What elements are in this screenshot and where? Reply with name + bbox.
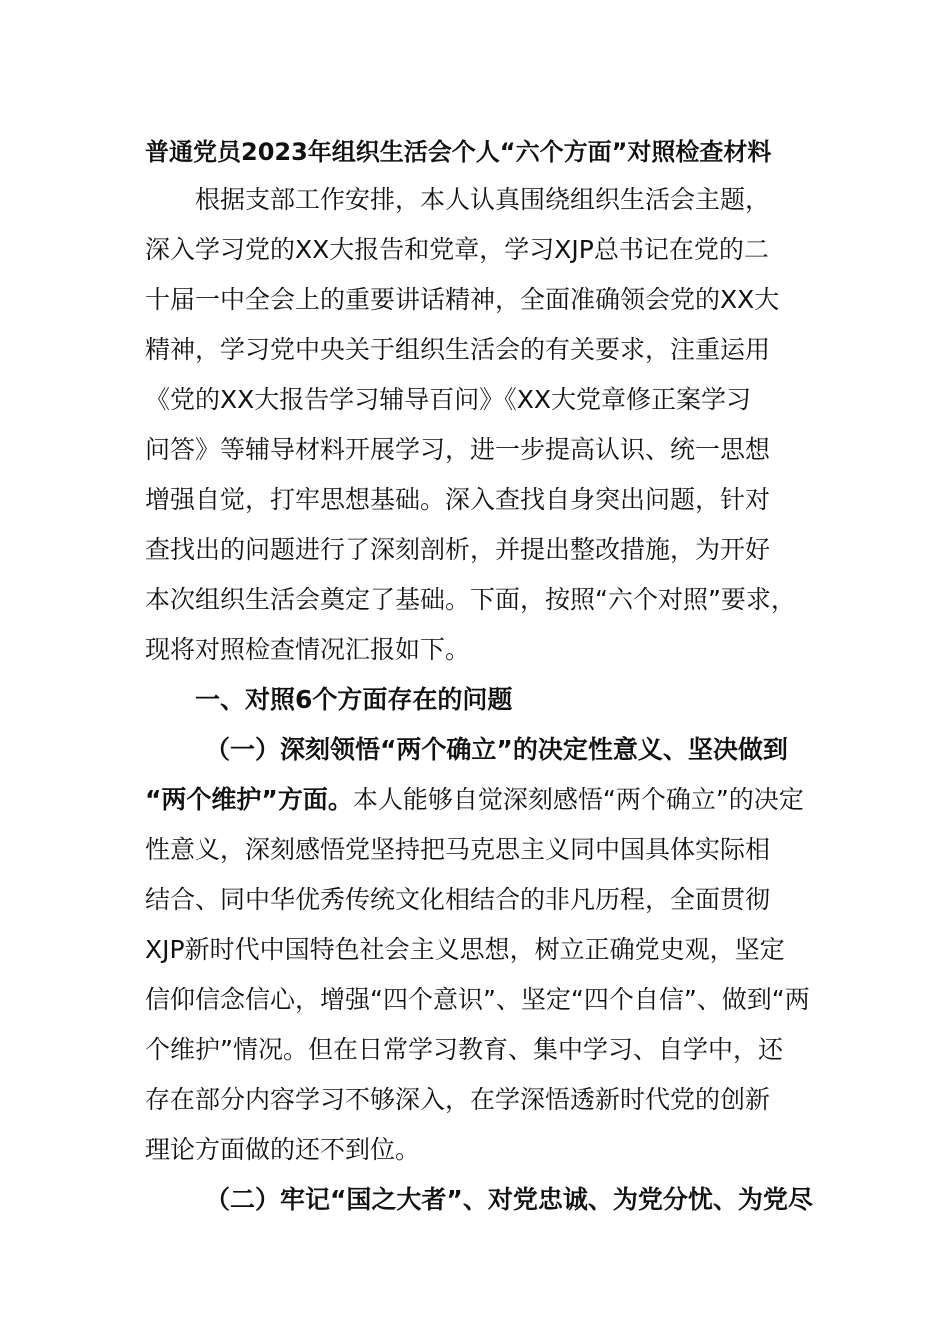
paragraph-line: 理论方面做的还不到位。 — [145, 1135, 421, 1164]
paragraph-line: 信仰信念信心，增强“四个意识”、坚定“四个自信”、做到“两 — [145, 985, 810, 1014]
paragraph-line: 问答》等辅导材料开展学习，进一步提高认识、统一思想 — [145, 435, 771, 464]
paragraph-text: 本人能够自觉深刻感悟“两个确立”的决定 — [352, 785, 804, 814]
paragraph-line: XJP新时代中国特色社会主义思想，树立正确党史观，坚定 — [145, 935, 785, 964]
paragraph-line: 根据支部工作安排，本人认真围绕组织生活会主题， — [195, 185, 771, 214]
paragraph-line: 性意义，深刻感悟党坚持把马克思主义同中国具体实际相 — [145, 835, 771, 864]
paragraph-line: 现将对照检查情况汇报如下。 — [145, 635, 471, 664]
paragraph-line: 深入学习党的XX大报告和党章，学习XJP总书记在党的二 — [145, 235, 769, 264]
paragraph-line: 查找出的问题进行了深刻剖析，并提出整改措施，为开好 — [145, 535, 771, 564]
section-heading: 一、对照6个方面存在的问题 — [195, 685, 513, 714]
paragraph-line: 精神，学习党中央关于组织生活会的有关要求，注重运用 — [145, 335, 771, 364]
paragraph-line: 结合、同中华优秀传统文化相结合的非凡历程，全面贯彻 — [145, 885, 771, 914]
subsection-heading-tail: “两个维护”方面。 — [145, 785, 353, 814]
subsection-heading: （二）牢记“国之大者”、对党忠诚、为党分忧、为党尽 — [205, 1185, 813, 1214]
subsection-heading: （一）深刻领悟“两个确立”的决定性意义、坚决做到 — [205, 735, 788, 764]
paragraph-line: 本次组织生活会奠定了基础。下面，按照“六个对照”要求， — [145, 585, 796, 614]
paragraph-line: 存在部分内容学习不够深入，在学深悟透新时代党的创新 — [145, 1085, 771, 1114]
paragraph-line: 增强自觉，打牢思想基础。深入查找自身突出问题，针对 — [145, 485, 771, 514]
paragraph-line: 《党的XX大报告学习辅导百问》《XX大党章修正案学习 — [145, 385, 752, 414]
paragraph-line: 十届一中全会上的重要讲话精神，全面准确领会党的XX大 — [145, 285, 780, 314]
document-title: 普通党员2023年组织生活会个人“六个方面”对照检查材料 — [145, 138, 772, 166]
paragraph-line — [145, 784, 804, 816]
paragraph-line: 个维护”情况。但在日常学习教育、集中学习、自学中，还 — [145, 1035, 783, 1064]
